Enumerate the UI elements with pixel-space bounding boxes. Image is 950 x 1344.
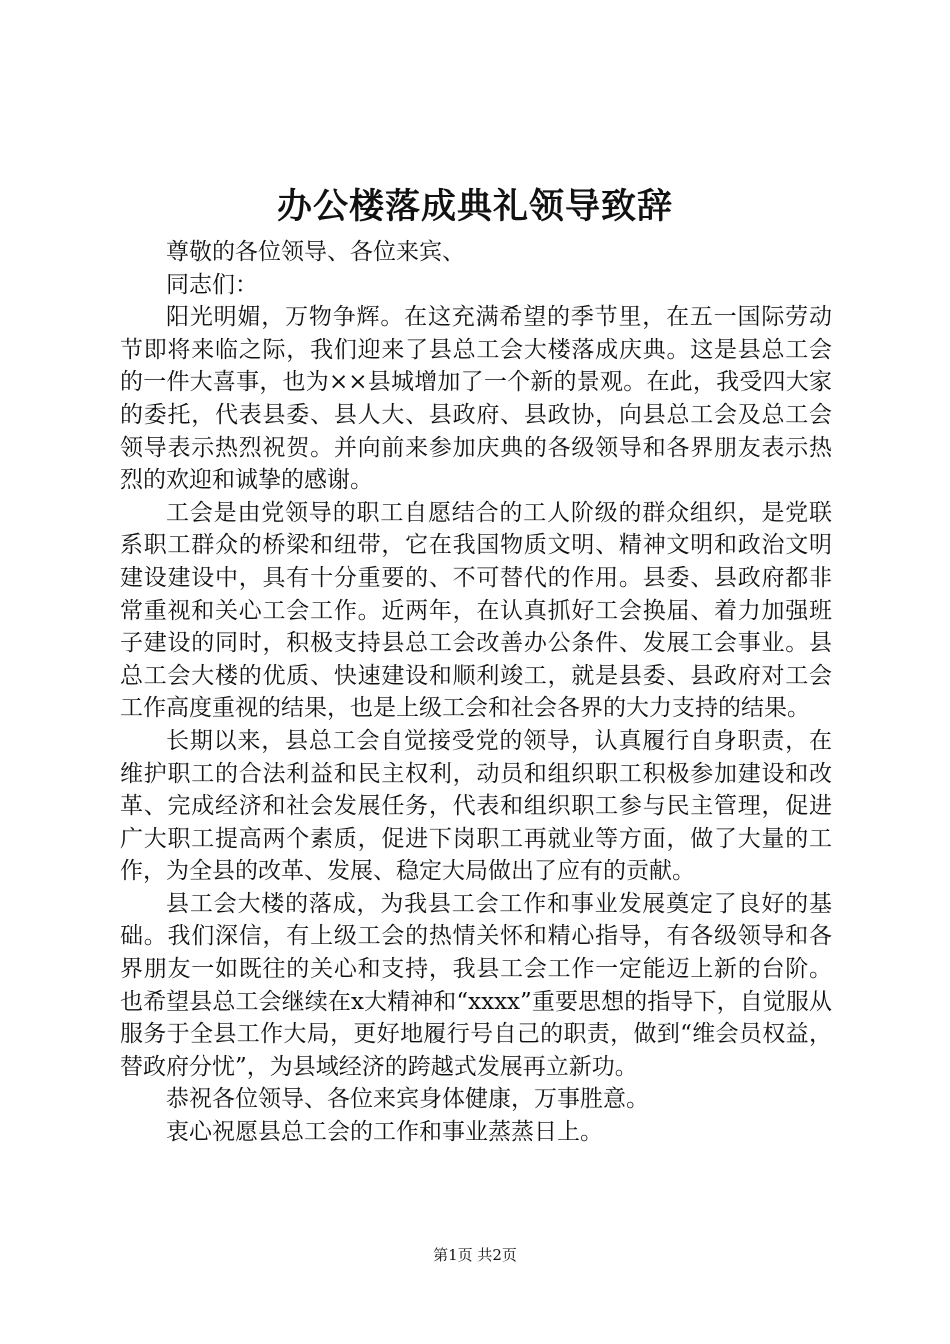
salutation-line-2: 同志们： xyxy=(166,271,258,298)
paragraph-union-role: 工会是由党领导的职工自愿结合的工人阶级的群众组织，是党联系职工群众的桥梁和纽带，它在我国物质文明、精神文明和政治文明建设建设中，具有十分重要的、不可替代的作用。县委、县政府都非常重视和关心工会工作。近两年，在认真抓好工会换届、着力加强班子建设的同时，积极支持县总工会改善办公条件、发展工会事业。县总工会大楼的优质、快速建设和顺利竣工，就是县委、县政府对工会工作高度重视的结果，也是上级工会和社会各界的大力支持的结果。 xyxy=(120,499,832,722)
paragraph-blessing-1: 恭祝各位领导、各位来宾身体健康，万事胜意。 xyxy=(166,1086,649,1113)
paragraph-achievements: 长期以来，县总工会自觉接受党的领导，认真履行自身职责，在维护职工的合法利益和民主权利，动员和组织职工积极参加建设和改革、完成经济和社会发展任务，代表和组织职工参与民主管理，促进广大职工提高两个素质，促进下岗职工再就业等方面，做了大量的工作，为全县的改革、发展、稳定大局做出了应有的贡献。 xyxy=(120,727,832,885)
document-title: 办公楼落成典礼领导致辞 xyxy=(276,186,673,227)
paragraph-opening: 阳光明媚，万物争辉。在这充满希望的季节里，在五一国际劳动节即将来临之际，我们迎来了县总工会大楼落成庆典。这是县总工会的一件大喜事，也为××县城增加了一个新的景观。在此，我受四大家的委托，代表县委、县人大、县政府、县政协，向县总工会及总工会领导表示热烈祝贺。并向前来参加庆典的各级领导和各界朋友表示热烈的欢迎和诚挚的感谢。 xyxy=(120,304,832,494)
document-body xyxy=(120,236,832,1149)
paragraph-blessing-2: 衷心祝愿县总工会的工作和事业蒸蒸日上。 xyxy=(166,1119,603,1146)
page-number-footer: 第1页 共2页 xyxy=(433,1246,517,1264)
salutation-line-1: 尊敬的各位领导、各位来宾、 xyxy=(166,239,465,265)
paragraph-outlook: 县工会大楼的落成，为我县工会工作和事业发展奠定了良好的基础。我们深信，有上级工会的热情关怀和精心指导，有各级领导和各界朋友一如既往的关心和支持，我县工会工作一定能迈上新的台阶。也希望县总工会继续在x大精神和“xxxx”重要思想的指导下，自觉服从服务于全县工作大局，更好地履行号自己的职责，做到“维会员权益，替政府分忧”，为县域经济的跨越式发展再立新功。 xyxy=(120,890,832,1080)
